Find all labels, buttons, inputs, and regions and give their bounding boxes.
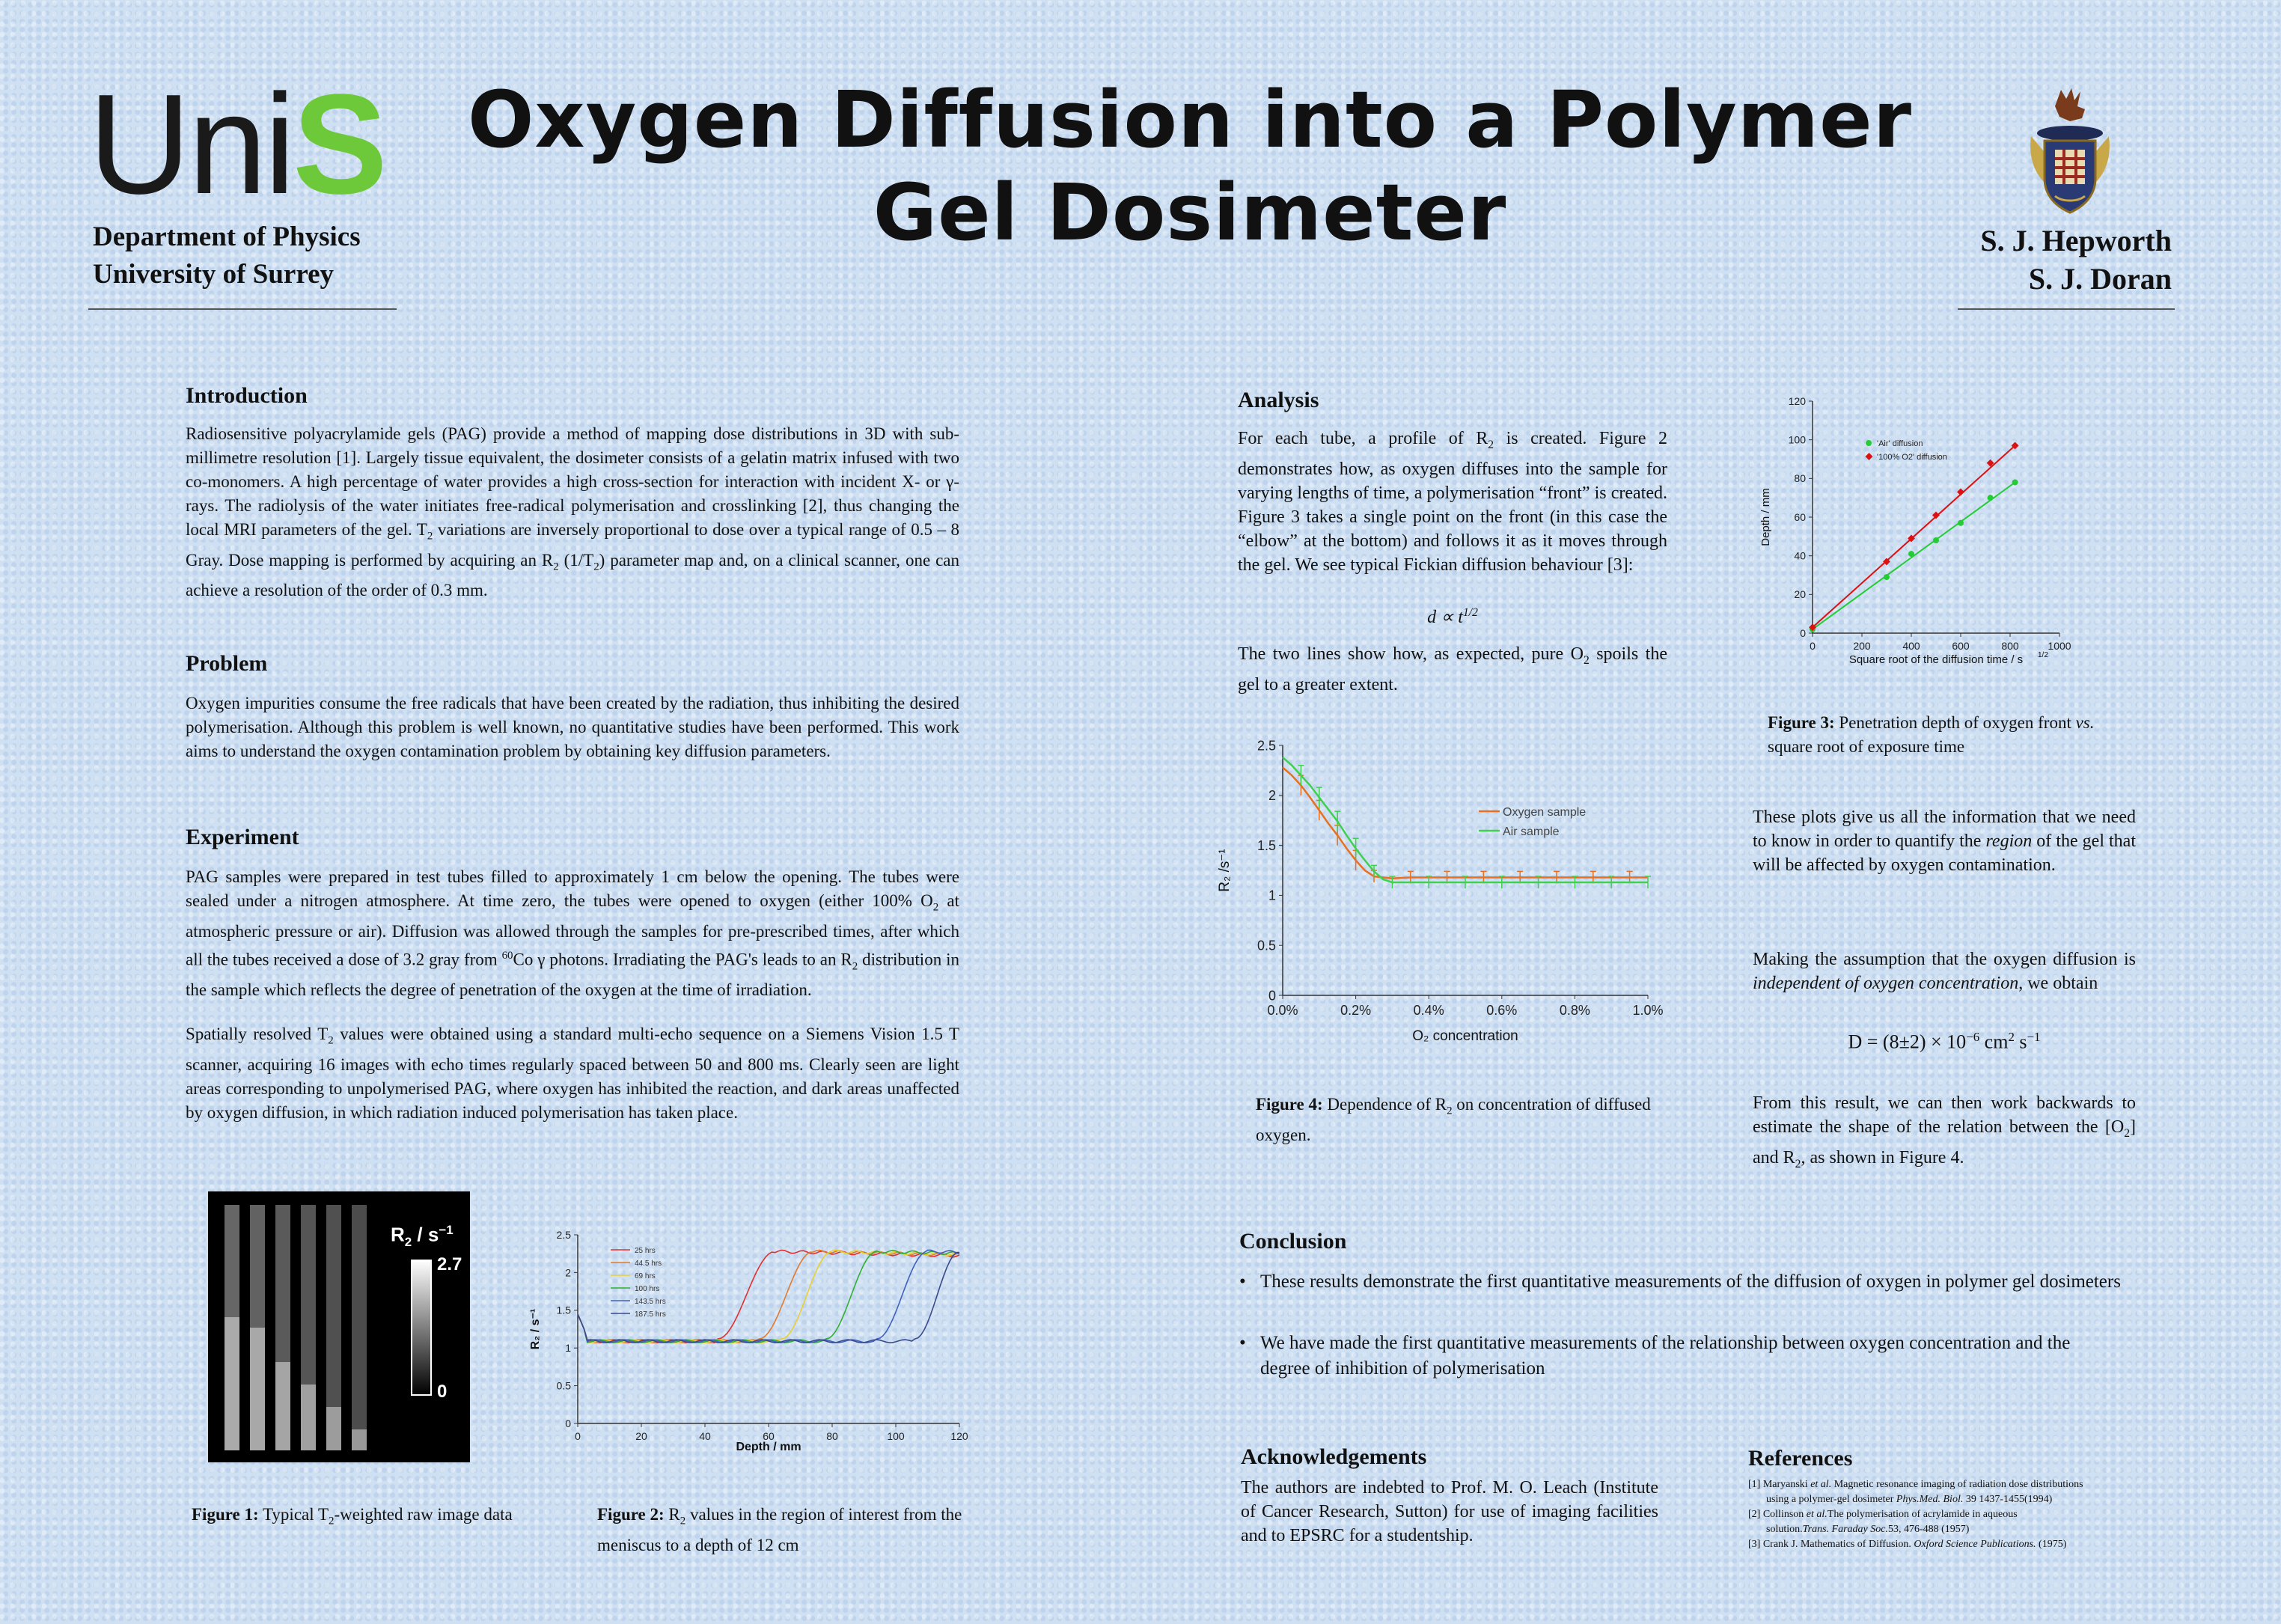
analysis-heading: Analysis <box>1238 388 1319 412</box>
conclusion-bullet-1: • These results demonstrate the first quantitative measurements of the diffusion of oxygen in polymer gel dosimeters <box>1239 1269 2122 1295</box>
x-tick-label: 800 <box>2001 640 2019 652</box>
ref-3: [3] Crank J. Mathematics of Diffusion. Oxford Science Publications. (1975) <box>1748 1539 2067 1550</box>
ref-2-cont: solution.Trans. Faraday Soc.53, 476-488 (1957) <box>1766 1524 1970 1535</box>
colorbar-min: 0 <box>437 1382 448 1402</box>
data-point <box>1908 551 1914 557</box>
university-crest-icon <box>2025 84 2115 219</box>
title-line1: Oxygen Diffusion into a Polymer <box>467 74 1912 165</box>
figure1-caption: Figure 1: Typical $T_2$-weighted raw image data <box>192 1505 513 1527</box>
legend-label: 187.5 hrs <box>635 1310 666 1319</box>
y-tick-label: 1 <box>1268 888 1276 903</box>
conclusion-bullet-2: • We have made the first quantitative measurements of the relationship between oxygen concentration and the degree of inhibition of polymerisation <box>1239 1331 2122 1382</box>
experiment-para2: Spatially resolved $T_2$ values were obtained using a standard multi-echo sequence on a Siemens Vision 1.5 T scanner, acquiring 16 images with echo times regularly spaced between 50 and 800 ms. Clearly seen are light areas corresponding to unpolymerised PAG, where oxygen has inhibited the reaction, and dark areas unaffected by oxygen diffusion, in which radiation induced polymerisation has taken place. <box>186 1025 959 1122</box>
refs-list <box>1748 1477 2182 1552</box>
x-tick-label: 40 <box>699 1430 711 1442</box>
author-2: S. J. Doran <box>2028 262 2172 296</box>
gel-tubes <box>225 1205 367 1450</box>
dept-line2: University of Surrey <box>93 259 334 290</box>
fit-line <box>1813 445 2015 627</box>
authors <box>1916 222 2172 298</box>
x-axis-label-sup: 1/2 <box>2038 651 2048 659</box>
intro-heading: Introduction <box>186 383 308 408</box>
x-tick-label: 600 <box>1952 640 1970 652</box>
x-tick-label: 60 <box>763 1430 775 1442</box>
y-tick-label: 80 <box>1794 472 1806 485</box>
ack-heading: Acknowledgements <box>1241 1444 1427 1469</box>
legend-label: 'Air' diffusion <box>1877 439 1923 448</box>
y-tick-label: 60 <box>1794 510 1806 523</box>
x-axis-label: O₂ concentration <box>1412 1028 1518 1044</box>
colorbar-label: $R_2 / s^{-1}$ <box>391 1223 454 1249</box>
title-line2: Gel Dosimeter <box>873 167 1507 258</box>
right-para1: These plots give us all the information that we need to know in order to quantify the region of the gel that will be affected by oxygen contamination. <box>1753 808 2137 875</box>
x-tick-label: 20 <box>635 1430 647 1442</box>
analysis-text-2: The two lines show how, as expected, pure $O_2$ spoils the gel to a greater extent. <box>1238 644 1667 695</box>
university-logo <box>88 65 385 224</box>
y-tick-label: 100 <box>1788 433 1806 446</box>
header-rule-right <box>1958 308 2175 310</box>
dept-line1: Department of Physics <box>93 222 361 252</box>
fit-line <box>1813 483 2015 629</box>
diffusion-equation: $D = (8\pm 2) \times 10^{-6}$ $cm^2$ $s^{-1}$ <box>1848 1030 2041 1053</box>
department <box>93 219 361 293</box>
x-tick-label: 0 <box>1810 640 1816 652</box>
data-point <box>1932 511 1940 519</box>
y-axis-label: Depth / mm <box>1759 488 1772 546</box>
x-tick-label: 0.8% <box>1559 1003 1590 1018</box>
experiment-para1: PAG samples were prepared in test tubes filled to approximately 1 cm below the opening. The tubes were sealed under a nitrogen atmosphere. At time zero, the tubes were opened to oxygen (either 100% $O_2$ at atmospheric pressure or air). Diffusion was allowed through the samples for pre-prescribed times, after which all the tubes received a dose of 3.2 gray from $^{60}$Co γ photons. Irradiating the PAG's leads to an $R_2$ distribution in the sample which reflects the degree of penetration of the oxygen at the time of irradiation. <box>186 867 960 999</box>
y-tick-label: 0.5 <box>1256 938 1276 953</box>
figure2-chart <box>524 1218 980 1465</box>
x-tick-label: 400 <box>1902 640 1920 652</box>
intro-text: Radiosensitive polyacrylamide gels (PAG) provide a method of mapping dose distributions in 3D with sub-millimetre resolution [1]. Largely tissue equivalent, the dosimeter consists of a gelatin matrix infused with two co-monomers. A high percentage of water provides a high cross-section for interaction with incident X- or γ-rays. The radiolysis of the water initiates free-radical polymerisation and crosslinking [2], thus changing the local MRI parameters of the gel. $T_2$ variations are inversely proportional to dose over a typical range of 0.5 – 8 Gray. Dose mapping is performed by acquiring an $R_2$ $(1/T_2)$ parameter map and, on a clinical scanner, one can achieve a resolution of the order of 0.3 mm. <box>186 424 959 600</box>
y-tick-label: 120 <box>1788 394 1806 407</box>
poster-title <box>449 73 1931 259</box>
problem-heading: Problem <box>186 651 268 676</box>
x-tick-label: 0.0% <box>1267 1003 1298 1018</box>
legend-label: 44.5 hrs <box>635 1260 662 1268</box>
x-tick-label: 0.2% <box>1340 1003 1372 1018</box>
x-tick-label: 0.6% <box>1486 1003 1518 1018</box>
x-axis-label: Depth / mm <box>736 1441 801 1453</box>
bullet-icon: • <box>1239 1333 1246 1353</box>
legend-label: Oxygen sample <box>1503 806 1587 819</box>
x-tick-label: 200 <box>1853 640 1871 652</box>
y-tick-label: 0 <box>1268 988 1276 1004</box>
legend-label: Air sample <box>1503 825 1560 838</box>
y-tick-label: 1.5 <box>556 1304 571 1316</box>
data-point <box>1958 520 1964 526</box>
problem-text: Oxygen impurities consume the free radicals that have been created by the radiation, thus inhibiting the desired polymerisation. Although this problem is well known, no quantitative studies have been performed. This work aims to understand the oxygen contamination problem by obtaining key diffusion parameters. <box>186 694 959 760</box>
y-tick-label: 40 <box>1794 549 1806 562</box>
y-tick-label: 2 <box>1268 788 1276 804</box>
ref-1-cont: using a polymer-gel dosimeter Phys.Med. Biol. 39 1437-1455(1994) <box>1766 1494 2053 1505</box>
analysis-formula: $d \propto t^{1/2}$ <box>1427 606 1478 627</box>
author-1: S. J. Hepworth <box>1980 224 2172 257</box>
data-point <box>1884 574 1890 580</box>
logo-s-text: S <box>293 65 385 224</box>
y-tick-label: 2.5 <box>1256 738 1276 754</box>
colorbar <box>412 1260 431 1395</box>
x-tick-label: 100 <box>887 1430 905 1442</box>
legend-label: 100 hrs <box>635 1285 660 1293</box>
ref-2: [2] Collinson et al.The polymerisation of acrylamide in aqueous <box>1748 1509 2018 1520</box>
conclusion-heading: Conclusion <box>1239 1229 1347 1254</box>
x-tick-label: 1.0% <box>1632 1003 1664 1018</box>
y-tick-label: 0.5 <box>556 1379 571 1392</box>
figure2-caption: Figure 2: $R_2$ values in the region of interest from the meniscus to a depth of 12 cm <box>597 1505 962 1554</box>
y-axis-label: R₂ / s⁻¹ <box>529 1308 542 1350</box>
refs-heading: References <box>1748 1446 1853 1471</box>
data-point <box>1933 537 1939 543</box>
y-axis-label: R₂ /s⁻¹ <box>1217 849 1233 892</box>
data-point <box>2012 480 2018 486</box>
logo-uni-text: Uni <box>88 65 293 224</box>
figure1-image <box>208 1191 470 1462</box>
y-tick-label: 2 <box>565 1266 571 1279</box>
figure4-chart <box>1212 726 1676 1055</box>
ref-1: [1] Maryanski et al. Magnetic resonance imaging of radiation dose distributions <box>1748 1479 2083 1490</box>
figure3-caption: Figure 3: Penetration depth of oxygen front vs. square root of exposure time <box>1768 713 2095 756</box>
x-tick-label: 0 <box>575 1430 581 1442</box>
y-tick-label: 0 <box>565 1417 571 1429</box>
x-axis-label: Square root of the diffusion time / s <box>1848 653 2024 666</box>
experiment-heading: Experiment <box>186 825 299 849</box>
x-tick-label: 0.4% <box>1413 1003 1444 1018</box>
legend-label: 143.5 hrs <box>635 1298 666 1306</box>
legend-label: 69 hrs <box>635 1272 656 1280</box>
colorbar-max: 2.7 <box>437 1254 462 1275</box>
analysis-text: For each tube, a profile of $R_2$ is created. Figure 2 demonstrates how, as oxygen diffuses into the sample for varying lengths of time, a polymerisation “front” is created. Figure 3 takes a single point on the front (in this case the “elbow” at the bottom) and follows it as it moves through the gel. We see typical Fickian diffusion behaviour [3]: <box>1238 429 1668 575</box>
legend-marker <box>1866 440 1872 446</box>
y-tick-label: 2.5 <box>556 1228 571 1241</box>
right-para3: From this result, we can then work backwards to estimate the shape of the relation between the $[O_2]$ and $R_2$, as shown in Figure 4. <box>1753 1093 2136 1170</box>
bullet-icon: • <box>1239 1272 1246 1292</box>
x-tick-label: 1000 <box>2048 640 2071 652</box>
ack-text: The authors are indebted to Prof. M. O. Leach (Institute of Cancer Research, Sutton) for use of imaging facilities and to EPSRC for a studentship. <box>1241 1478 1658 1545</box>
figure4-caption: Figure 4: Dependence of $R_2$ on concentration of diffused oxygen. <box>1256 1095 1651 1144</box>
y-tick-label: 20 <box>1794 588 1806 601</box>
y-tick-label: 0 <box>1800 626 1806 639</box>
data-point <box>1988 495 1994 501</box>
header-rule-left <box>88 308 397 310</box>
figure3-chart <box>1751 389 2215 689</box>
x-tick-label: 80 <box>826 1430 838 1442</box>
legend-label: 25 hrs <box>635 1247 656 1255</box>
right-para2: Making the assumption that the oxygen diffusion is independent of oxygen concentration, we obtain <box>1753 950 2136 993</box>
x-tick-label: 120 <box>950 1430 968 1442</box>
legend-label: '100% O2' diffusion <box>1877 453 1947 462</box>
y-tick-label: 1 <box>565 1342 571 1355</box>
y-tick-label: 1.5 <box>1256 837 1276 853</box>
legend-marker <box>1866 453 1873 460</box>
data-point <box>1957 488 1964 495</box>
